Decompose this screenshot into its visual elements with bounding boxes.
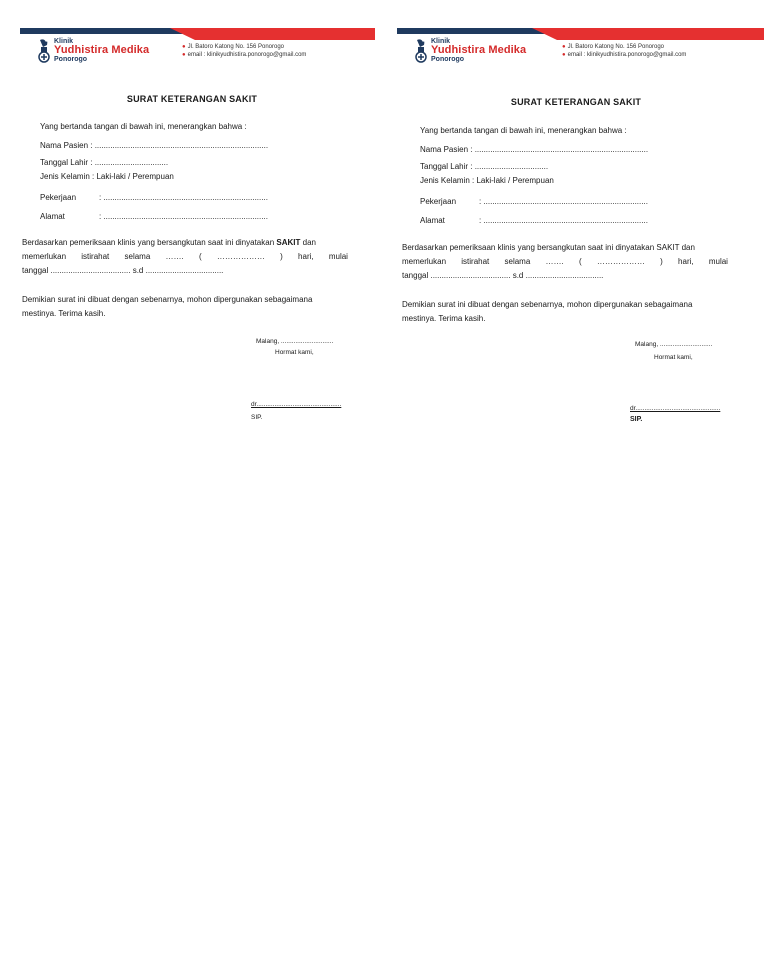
body1-line2: [22, 250, 348, 264]
body2-line2: mestinya. Terima kasih.: [402, 314, 486, 323]
field-alamat-label: Alamat: [420, 216, 445, 225]
logo-klinik-text: Klinik: [54, 38, 74, 45]
field-tanggal-lahir: Tanggal Lahir : .................................: [40, 158, 169, 167]
clinic-logo: [411, 38, 561, 66]
body1-line2: [402, 255, 728, 269]
closing-greeting: Hormat kami,: [275, 349, 314, 356]
body-paragraph-sakit: [22, 236, 348, 278]
body1-line3: tanggal .................................... s.d ...................................: [402, 271, 604, 280]
field-jenis-kelamin: Jenis Kelamin : Laki-laki / Perempuan: [420, 176, 554, 185]
body2-line1: Demikian surat ini dibuat dengan sebenarnya, mohon dipergunakan sebagaimana: [22, 295, 313, 304]
clinic-email: email : klinikyudhistira.ponorogo@gmail.com: [187, 52, 307, 58]
bullet-icon: ●: [182, 44, 186, 50]
letterhead: [20, 28, 375, 70]
word: hari,: [298, 252, 314, 261]
word: ): [660, 257, 663, 266]
clinic-contact: [182, 43, 306, 59]
bullet-icon: ●: [562, 52, 566, 58]
field-alamat-label: Alamat: [40, 212, 65, 221]
word: mulai: [328, 252, 348, 261]
word: memerlukan: [402, 257, 447, 266]
body1-line1-post: dan: [302, 238, 316, 247]
clinic-emblem-icon: [411, 38, 431, 64]
field-alamat-value: : ..........................................................................: [99, 212, 268, 221]
intro-text: Yang bertanda tangan di bawah ini, menerangkan bahwa :: [420, 126, 627, 135]
field-pekerjaan-value: : ..........................................................................: [99, 193, 268, 202]
field-pekerjaan-label: Pekerjaan: [40, 193, 77, 202]
field-pekerjaan-label: Pekerjaan: [420, 197, 457, 206]
body1-line3: tanggal .................................... s.d ...................................: [22, 266, 224, 275]
field-alamat-value: : ..........................................................................: [479, 216, 648, 225]
clinic-email: email : klinikyudhistira.ponorogo@gmail.com: [567, 52, 687, 58]
sakit-word: SAKIT: [656, 243, 680, 252]
body-paragraph-closing: [22, 293, 352, 321]
word: (: [579, 257, 582, 266]
body-paragraph-closing: [402, 298, 732, 326]
field-nama-pasien: Nama Pasien : ..............................................................................: [40, 141, 269, 150]
closing-greeting: Hormat kami,: [654, 354, 693, 361]
bullet-icon: ●: [562, 44, 566, 50]
logo-clinic-name: Yudhistira Medika: [54, 44, 150, 56]
clinic-emblem-icon: [34, 38, 54, 64]
word: mulai: [708, 257, 728, 266]
place-date: Malang, .............................: [256, 338, 334, 345]
word: selama: [124, 252, 151, 261]
body-paragraph-sakit: [402, 241, 728, 283]
logo-klinik-text: Klinik: [431, 38, 451, 45]
word: ): [280, 252, 283, 261]
word: istirahat: [81, 252, 110, 261]
word: selama: [504, 257, 531, 266]
place-date: Malang, .............................: [635, 341, 713, 348]
word: ………………: [216, 252, 265, 261]
logo-clinic-name: Yudhistira Medika: [431, 44, 527, 56]
clinic-contact: [562, 43, 686, 59]
word: …….: [165, 252, 184, 261]
clinic-address: Jl. Batoro Katong No. 156 Ponorogo: [567, 44, 665, 50]
doctor-sip: SIP.: [630, 416, 643, 423]
doctor-sip: SIP.: [251, 414, 263, 421]
letter-page-right: [384, 0, 768, 978]
body1-line1-pre: Berdasarkan pemeriksaan klinis yang bersangkutan saat ini dinyatakan: [22, 238, 275, 247]
field-jenis-kelamin: Jenis Kelamin : Laki-laki / Perempuan: [40, 172, 174, 181]
letter-title: SURAT KETERANGAN SAKIT: [126, 94, 258, 104]
doctor-signature-line: dr...............................................: [251, 401, 342, 408]
clinic-logo: [34, 38, 184, 66]
field-tanggal-lahir: Tanggal Lahir : .................................: [420, 162, 549, 171]
clinic-address: Jl. Batoro Katong No. 156 Ponorogo: [187, 44, 285, 50]
word: memerlukan: [22, 252, 67, 261]
word: …….: [545, 257, 564, 266]
body1-line1-pre: Berdasarkan pemeriksaan klinis yang bersangkutan saat ini dinyatakan: [402, 243, 655, 252]
logo-city: Ponorogo: [54, 56, 88, 63]
body2-line2: mestinya. Terima kasih.: [22, 309, 106, 318]
word: istirahat: [461, 257, 490, 266]
word: ………………: [596, 257, 645, 266]
word: (: [199, 252, 202, 261]
letterhead: [397, 28, 764, 70]
bullet-icon: ●: [182, 52, 186, 58]
field-nama-pasien: Nama Pasien : ..............................................................................: [420, 145, 649, 154]
body1-line1-post: dan: [681, 243, 695, 252]
word: hari,: [678, 257, 694, 266]
body2-line1: Demikian surat ini dibuat dengan sebenarnya, mohon dipergunakan sebagaimana: [402, 300, 693, 309]
intro-text: Yang bertanda tangan di bawah ini, menerangkan bahwa :: [40, 122, 247, 131]
sakit-emphasis: SAKIT: [276, 238, 301, 247]
logo-city: Ponorogo: [431, 56, 465, 63]
doctor-signature-line: dr...............................................: [630, 405, 721, 412]
letter-title: SURAT KETERANGAN SAKIT: [510, 97, 642, 107]
field-pekerjaan-value: : ..........................................................................: [479, 197, 648, 206]
